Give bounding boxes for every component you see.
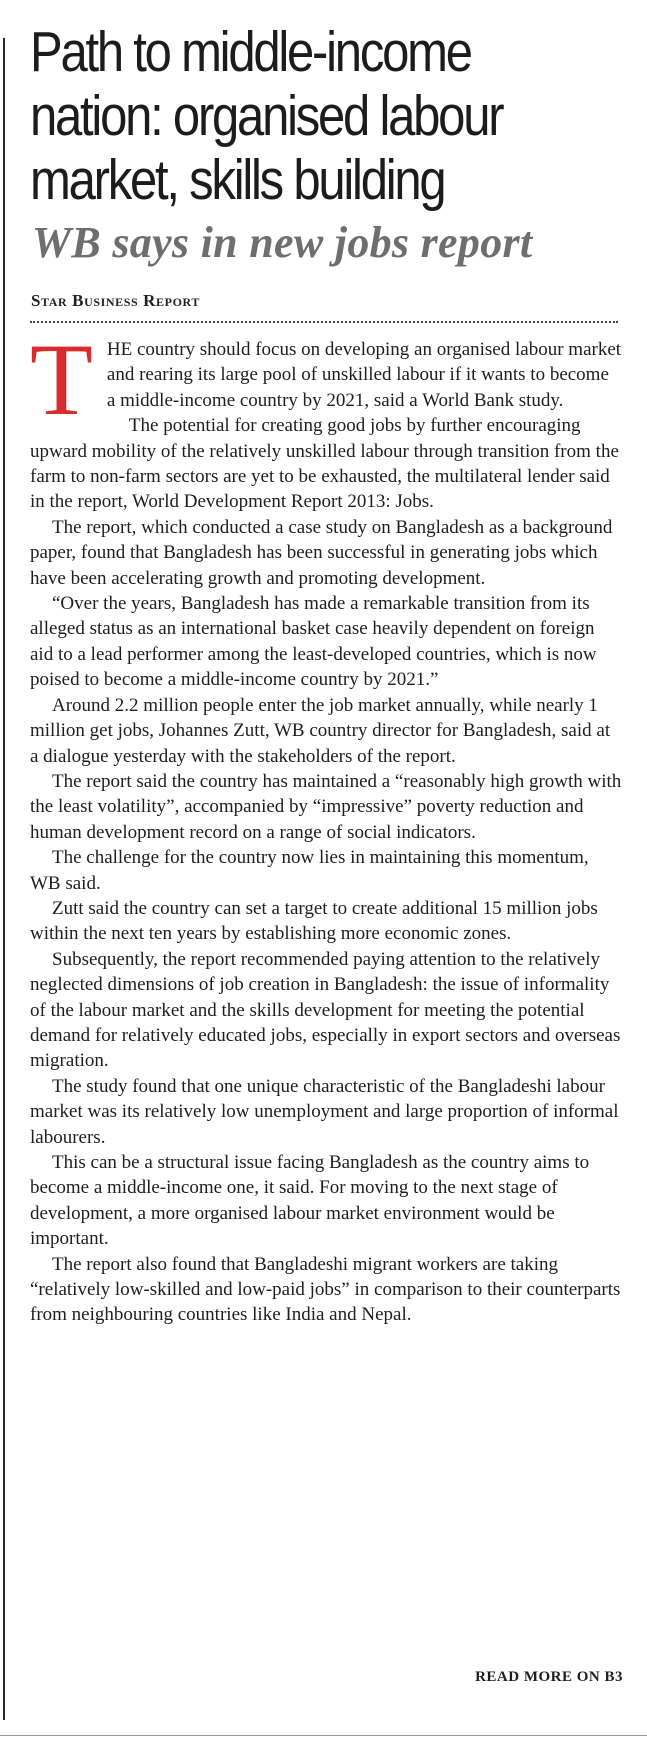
- lead-paragraph-text: HE country should focus on developing an organised labour market and rearing its large pool of unskilled labour if it wants to become a middle-income country by 2021, said a World Bank study.: [106, 339, 622, 411]
- lead-paragraph: [30, 323, 622, 437]
- body-paragraph: The report also found that Bangladeshi migrant workers are taking “relatively low-skilled and low-paid jobs” in comparison to their counterparts from neighbouring countries like India and Nepal.: [30, 1253, 621, 1326]
- drop-cap: T: [30, 323, 93, 437]
- headline-line: market, skills building: [30, 148, 445, 212]
- body-paragraph: The report said the country has maintained a “reasonably high growth with the least volatility”, accompanied by “impressive” poverty reduction and human development record on a range of social indicators.: [30, 770, 622, 843]
- left-column-rule: [3, 38, 5, 1720]
- dotted-divider: [30, 321, 618, 323]
- subheadline: WB says in new jobs report: [32, 218, 533, 267]
- body-paragraph: Around 2.2 million people enter the job market annually, while nearly 1 million get jobs, Johannes Zutt, WB country director for Bangladesh, said at a dialogue yesterday with the stakeholders of the report.: [30, 694, 611, 767]
- body-paragraph: This can be a structural issue facing Bangladesh as the country aims to become a middle-income one, it said. For moving to the next stage of development, a more organised labour market environment would be important.: [30, 1152, 590, 1250]
- body-paragraph: Subsequently, the report recommended paying attention to the relatively neglected dimensions of job creation in Bangladesh: the issue of informality of the labour market and the skills development for meeting the potential demand for relatively educated jobs, especially in export sectors and overseas migration.: [30, 948, 621, 1072]
- body-paragraph: The report, which conducted a case study on Bangladesh as a background paper, found that Bangladesh has been successful in generating jobs which have been accelerating growth and promoting development.: [30, 516, 613, 589]
- body-paragraph: “Over the years, Bangladesh has made a remarkable transition from its alleged status as an international basket case heavily dependent on foreign aid to a lead performer among the least-developed countries, which is now poised to become a middle-income country by 2021.”: [30, 593, 597, 691]
- news-article: [30, 20, 620, 1328]
- headline-line: Path to middle-income: [30, 20, 471, 84]
- body-paragraph: The study found that one unique characteristic of the Bangladeshi labour market was its relatively low unemployment and large proportion of informal labourers.: [30, 1075, 619, 1148]
- body-paragraph: Zutt said the country can set a target to create additional 15 million jobs within the next ten years by establishing more economic zones.: [30, 897, 598, 945]
- article-body: [30, 323, 622, 1328]
- headline-line: nation: organised labour: [30, 84, 503, 148]
- body-paragraph: The challenge for the country now lies in maintaining this momentum, WB said.: [30, 847, 589, 894]
- byline: Star Business Report: [31, 291, 200, 310]
- bottom-rule: [0, 1735, 647, 1736]
- body-paragraph: The potential for creating good jobs by further encouraging upward mobility of the relatively unskilled labour through transition from the farm to non-farm sectors are yet to be exhausted, the multilateral lender said in the report, World Development Report 2013: Jobs.: [30, 415, 619, 513]
- read-more-link[interactable]: READ MORE ON B3: [475, 1669, 623, 1685]
- headline: [30, 20, 623, 212]
